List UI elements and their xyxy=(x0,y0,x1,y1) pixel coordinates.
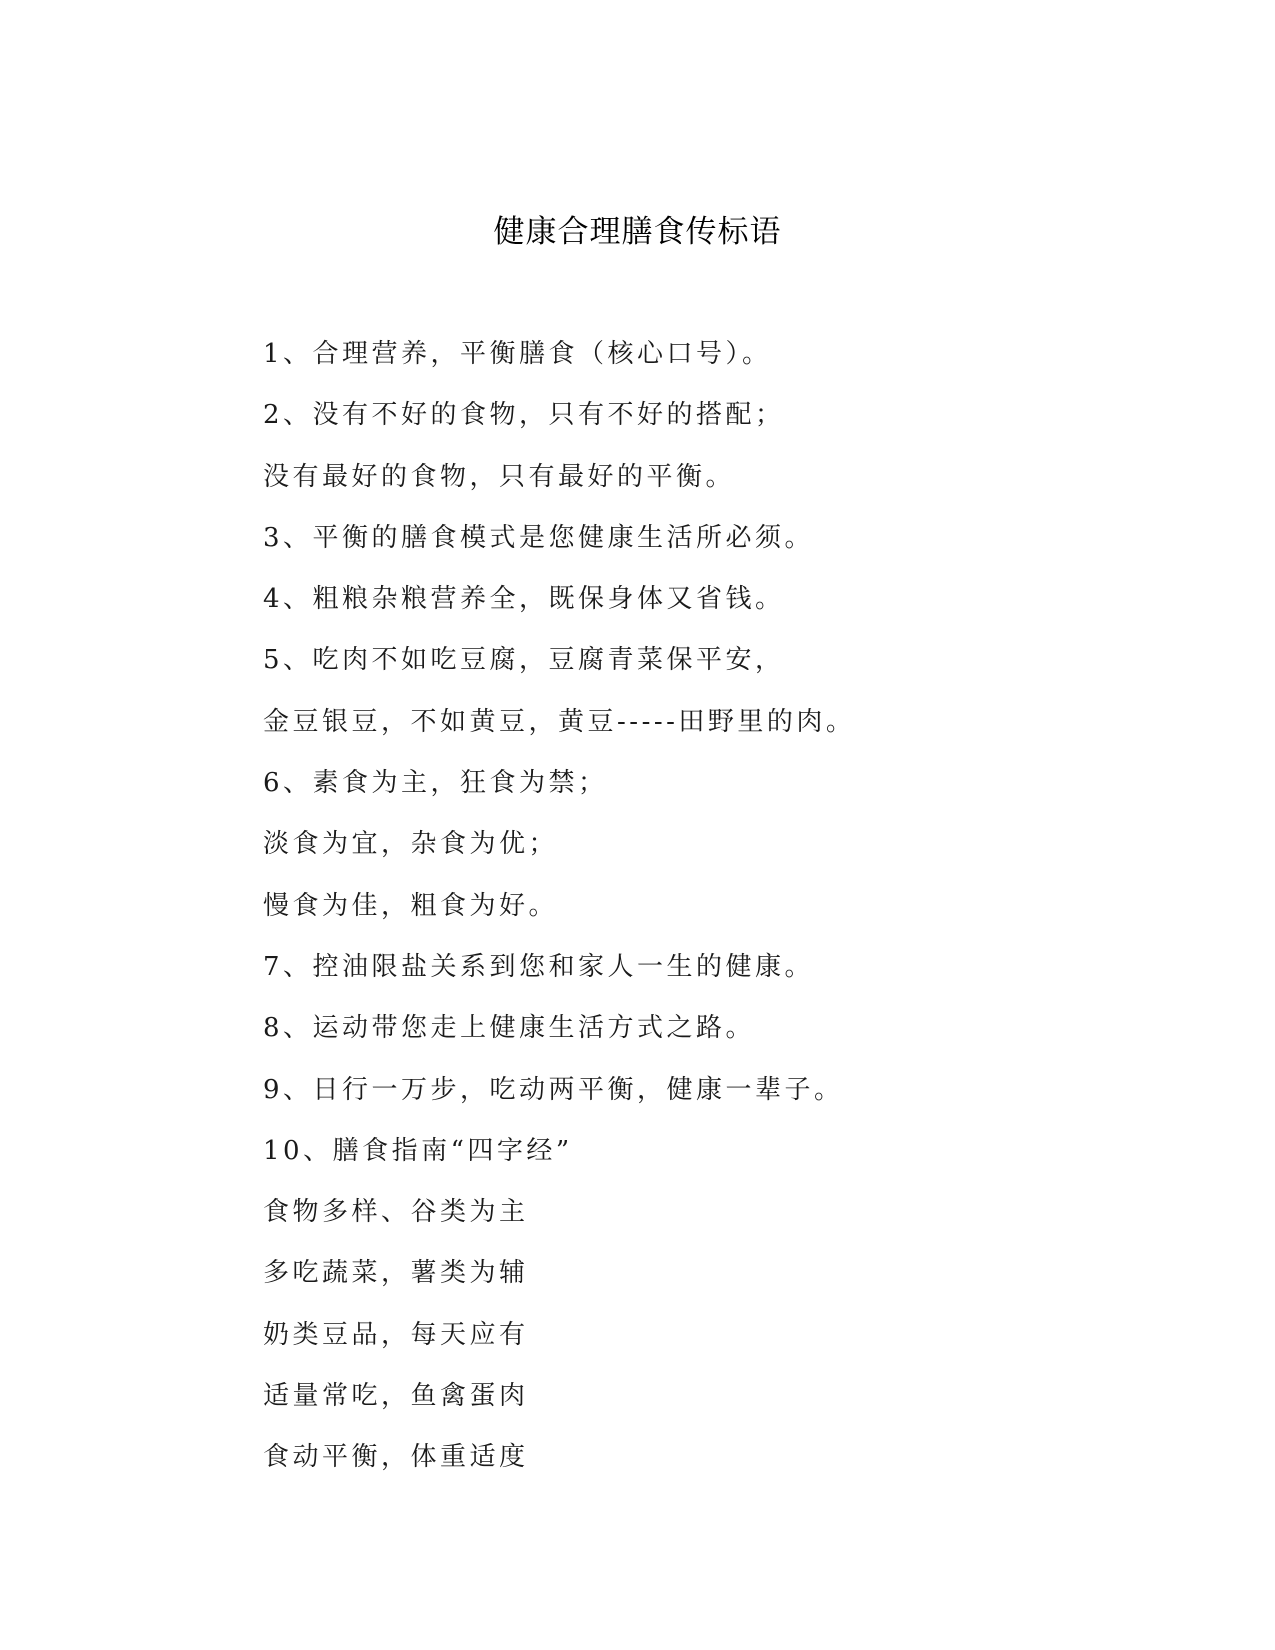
slogan-line: 食动平衡，体重适度 xyxy=(263,1442,529,1473)
slogan-line: 淡食为宜，杂食为优； xyxy=(263,829,559,860)
document-title: 健康合理膳食传标语 xyxy=(493,214,782,250)
slogan-line: 4、粗粮杂粮营养全，既保身体又省钱。 xyxy=(263,584,785,615)
slogan-line: 适量常吃，鱼禽蛋肉 xyxy=(263,1381,529,1412)
slogan-line: 1、合理营养，平衡膳食（核心口号）。 xyxy=(263,339,772,369)
slogan-line: 3、平衡的膳食模式是您健康生活所必须。 xyxy=(263,522,815,553)
slogan-line: 慢食为佳，粗食为好。 xyxy=(263,890,559,921)
slogan-line: 8、运动带您走上健康生活方式之路。 xyxy=(263,1013,756,1044)
slogan-line: 奶类豆品，每天应有 xyxy=(263,1319,529,1350)
slogan-line: 5、吃肉不如吃豆腐，豆腐青菜保平安， xyxy=(263,645,785,676)
slogan-line: 10、膳食指南“四字经” xyxy=(263,1135,573,1166)
slogan-line: 9、日行一万步，吃动两平衡，健康一辈子。 xyxy=(263,1074,844,1105)
slogan-line: 多吃蔬菜，薯类为辅 xyxy=(263,1258,529,1289)
slogan-line: 没有最好的食物，只有最好的平衡。 xyxy=(263,461,736,492)
slogan-line: 6、素食为主，狂食为禁； xyxy=(263,768,608,799)
slogan-line: 食物多样、谷类为主 xyxy=(263,1197,529,1228)
slogan-line: 2、没有不好的食物，只有不好的搭配； xyxy=(263,400,785,431)
slogan-line: 7、控油限盐关系到您和家人一生的健康。 xyxy=(263,951,815,982)
slogan-line: 金豆银豆，不如黄豆，黄豆-----田野里的肉。 xyxy=(263,706,856,737)
slogan-list xyxy=(263,334,1163,1499)
